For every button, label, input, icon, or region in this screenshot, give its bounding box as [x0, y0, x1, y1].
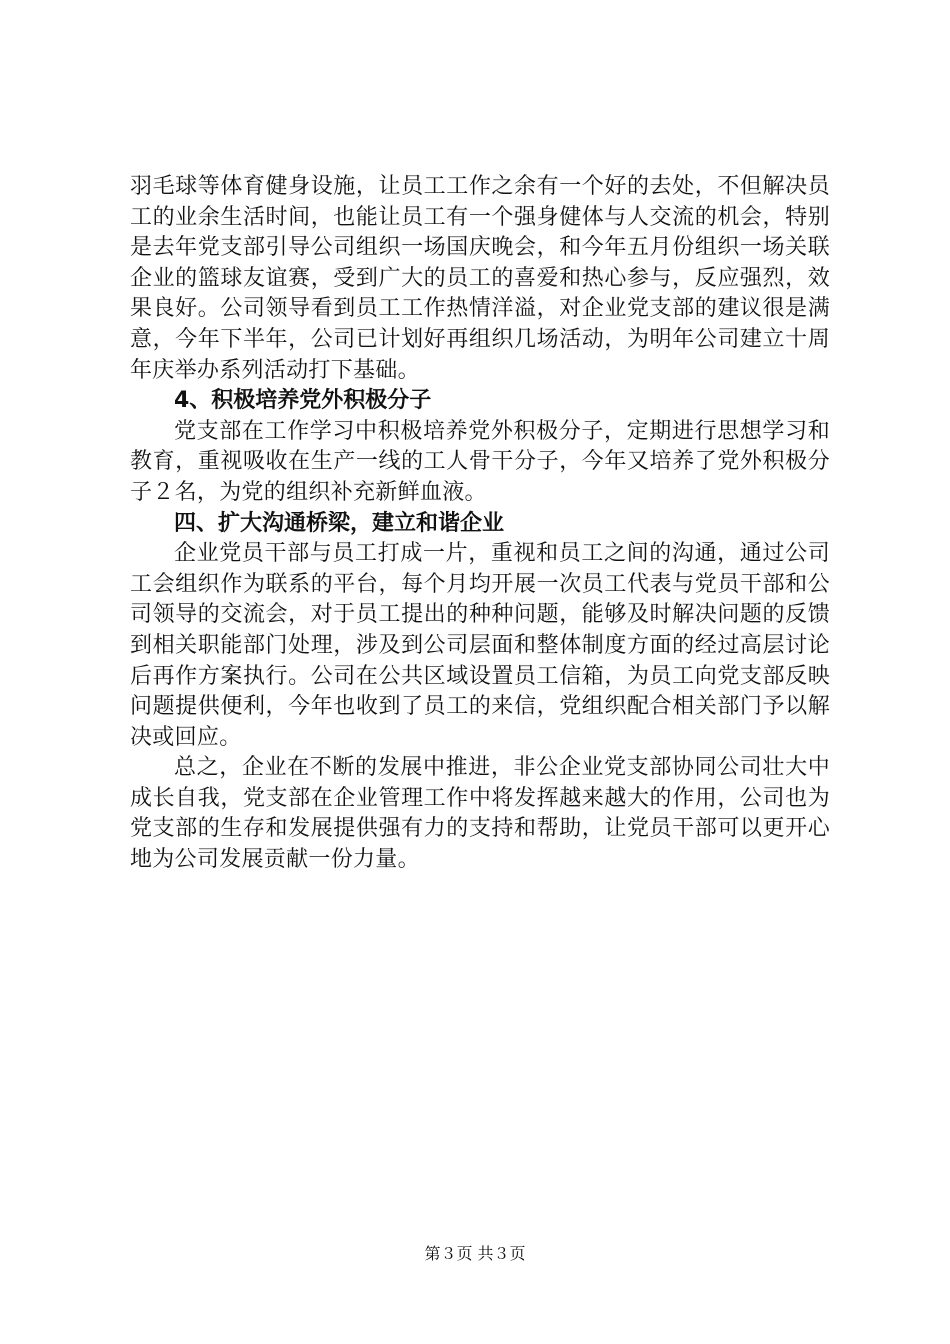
paragraph-sports-facilities: 羽毛球等体育健身设施，让员工工作之余有一个好的去处，不但解决员工的业余生活时间，也能让员工有一个强身健体与人交流的机会，特别是去年党支部引导公司组织一场国庆晚会，和今年五月份组织一场关联企业的篮球友谊赛，受到广大的员工的喜爱和热心参与，反应强烈，效果良好。公司领导看到员工工作热情洋溢，对企业党支部的建议很是满意，今年下半年，公司已计划好再组织几场活动，为明年公司建立十周年庆举办系列活动打下基础。 — [130, 174, 830, 383]
paragraph-activists: 党支部在工作学习中积极培养党外积极分子，定期进行思想学习和教育，重视吸收在生产一线的工人骨干分子，今年又培养了党外积极分子２名，为党的组织补充新鲜血液。 — [130, 418, 830, 505]
paragraph-communication: 企业党员干部与员工打成一片，重视和员工之间的沟通，通过公司工会组织作为联系的平台，每个月均开展一次员工代表与党员干部和公司领导的交流会，对于员工提出的种种问题，能够及时解决问题的反馈到相关职能部门处理，涉及到公司层面和整体制度方面的经过高层讨论后再作方案执行。公司在公共区域设置员工信箱，为员工向党支部反映问题提供便利，今年也收到了员工的来信，党组织配合相关部门予以解决或回应。 — [130, 541, 830, 750]
heading-cultivate-activists: 4、积极培养党外积极分子 — [174, 388, 432, 414]
document-body — [130, 172, 830, 876]
page-footer: 第３页 共３页 — [424, 1244, 526, 1263]
paragraph-conclusion: 总之，企业在不断的发展中推进，非公企业党支部协同公司壮大中成长自我，党支部在企业管理工作中将发挥越来越大的作用，公司也为党支部的生存和发展提供强有力的支持和帮助，让党员干部可以更开心地为公司发展贡献一份力量。 — [130, 755, 830, 873]
heading-communication-bridge: 四、扩大沟通桥梁，建立和谐企业 — [174, 510, 505, 536]
